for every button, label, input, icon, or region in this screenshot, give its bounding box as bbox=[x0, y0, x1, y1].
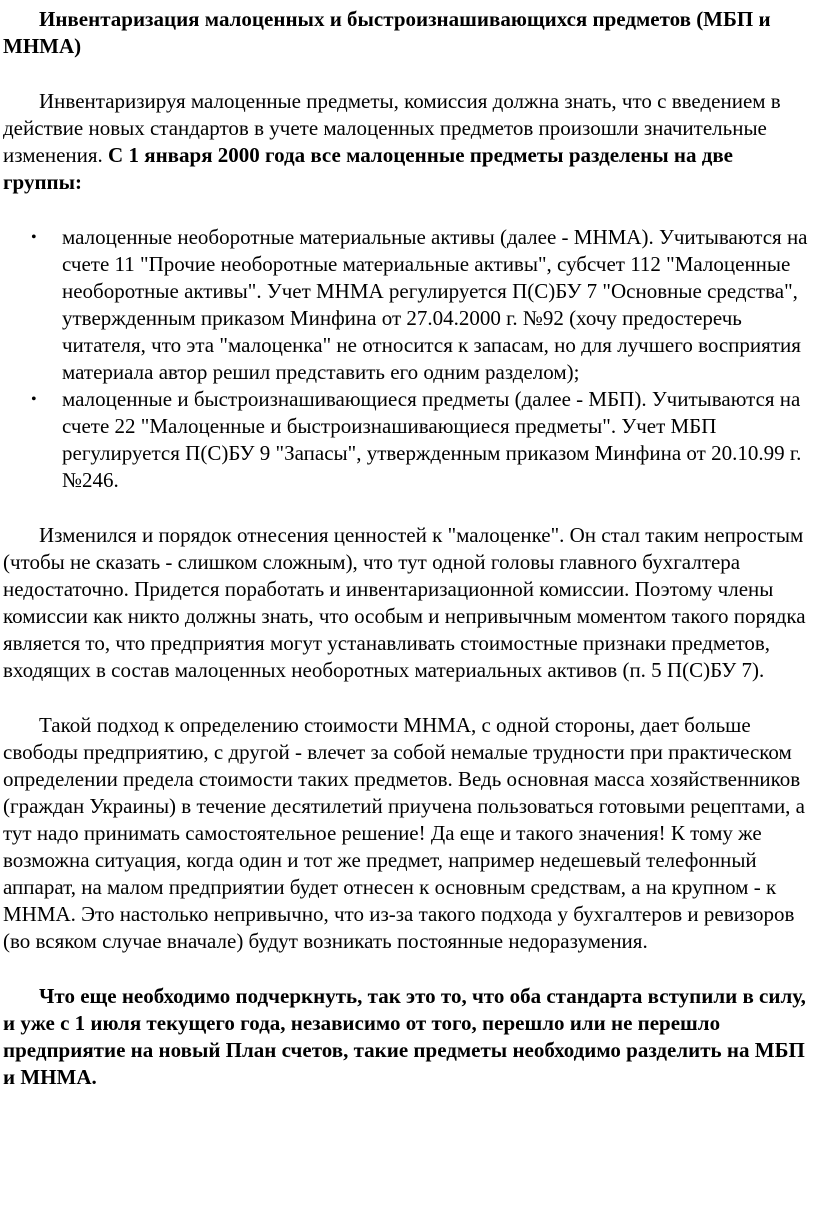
intro-bold-text: С 1 января 2000 года все малоценные предметы разделены на две группы: bbox=[3, 143, 733, 194]
list-item bbox=[31, 224, 814, 386]
intro-text: Инвентаризируя малоценные предметы, комиссия должна знать, что с введением в действие новых стандартов в учете малоценных предметов произошли значительные изменения. bbox=[3, 89, 781, 167]
list-item-text: малоценные и быстроизнашивающиеся предметы (далее - МБП). Учитываются на счете 22 "Малоценные и быстроизнашивающиеся предметы". Учет МБП регулируется П(С)БУ 9 "Запасы", утвержденным приказом Минфина от 20.10.99 г. №246. bbox=[62, 387, 802, 492]
list-item-text: малоценные необоротные материальные активы (далее - МНМА). Учитываются на счете 11 "Прочие необоротные материальные активы", субсчет 112 "Малоценные необоротные активы". Учет МНМА регулируется П(С)БУ 7 "Основные средства", утвержденным приказом Минфина от 27.04.2000 г. №92 (хочу предостеречь читателя, что эта "малоценка" не относится к запасам, но для лучшего восприятия материала автор решил представить его одним разделом); bbox=[62, 225, 808, 384]
paragraph: Такой подход к определению стоимости МНМА, с одной стороны, дает больше свободы предприятию, с другой - влечет за собой немалые трудности при практическом определении предела стоимости таких предметов. Ведь основная масса хозяйственников (граждан Украины) в течение десятилетий приучена пользоваться готовыми рецептами, а тут надо принимать самостоятельное решение! Да еще и такого значения! К тому же возможна ситуация, когда один и тот же предмет, например недешевый телефонный аппарат, на малом предприятии будет отнесен к основным средствам, а на крупном - к МНМА. Это настолько непривычно, что из-за такого подхода у бухгалтеров и ревизоров (во всяком случае вначале) будут возникать постоянные недоразумения. bbox=[3, 713, 805, 953]
bullet-list bbox=[3, 224, 814, 494]
bullet-icon: • bbox=[31, 229, 37, 246]
spacer bbox=[3, 494, 814, 522]
paragraph: Изменился и порядок отнесения ценностей к "малоценке". Он стал таким непростым (чтобы не сказать - слишком сложным), что тут одной головы главного бухгалтера недостаточно. Придется поработать и инвентаризационной комиссии. Поэтому члены комиссии как никто должны знать, что особым и непривычным моментом такого порядка является то, что предприятия могут устанавливать стоимостные признаки предметов, входящих в состав малоценных необоротных материальных активов (п. 5 П(С)БУ 7). bbox=[3, 523, 806, 682]
list-item bbox=[31, 386, 814, 494]
spacer bbox=[3, 684, 814, 712]
closing-paragraph: Что еще необходимо подчеркнуть, так это то, что оба стандарта вступили в силу, и уже с 1 июля текущего года, независимо от того, перешло или не перешло предприятие на новый План счетов, такие предметы необходимо разделить на МБП и МНМА. bbox=[3, 984, 806, 1089]
spacer bbox=[3, 60, 814, 88]
document-title: Инвентаризация малоценных и быстроизнашивающихся предметов (МБП и МНМА) bbox=[3, 7, 771, 58]
spacer bbox=[3, 196, 814, 224]
spacer bbox=[3, 955, 814, 983]
bullet-icon: • bbox=[31, 391, 37, 408]
intro-paragraph bbox=[3, 88, 814, 196]
